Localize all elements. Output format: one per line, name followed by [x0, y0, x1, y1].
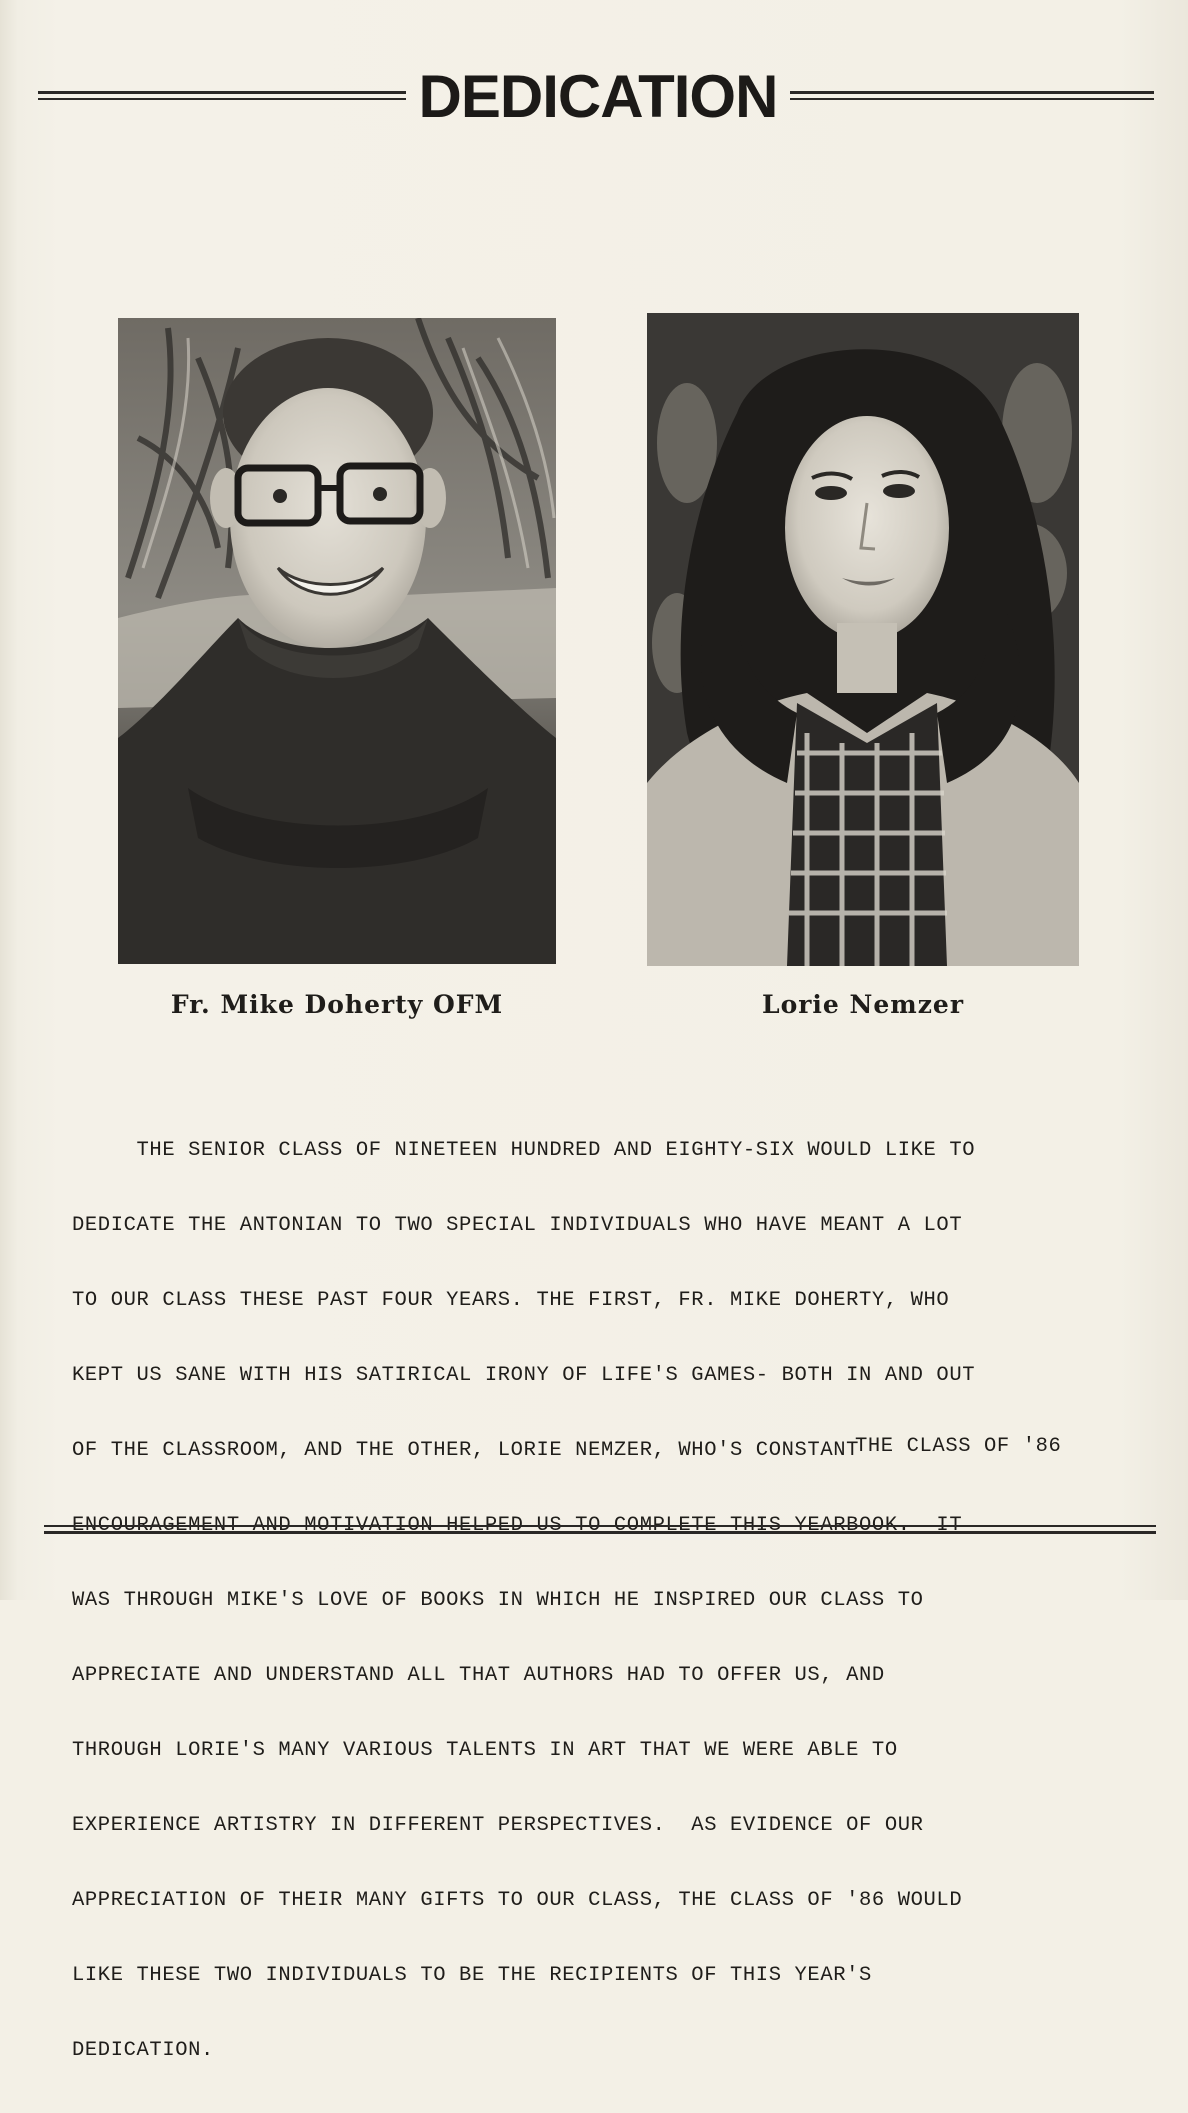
caption-lorie-nemzer: Lorie Nemzer — [761, 990, 964, 1019]
photo-lorie-nemzer — [647, 313, 1079, 966]
photo-fr-mike-doherty — [118, 318, 556, 964]
dedication-line: TO OUR CLASS THESE PAST FOUR YEARS. THE FIRST, FR. MIKE DOHERTY, WHO — [72, 1289, 950, 1312]
signoff: THE CLASS OF '86 — [855, 1435, 1062, 1458]
dedication-line: ENCOURAGEMENT AND MOTIVATION HELPED US TO COMPLETE THIS YEARBOOK. IT — [72, 1514, 963, 1537]
dedication-line: DEDICATE THE ANTONIAN TO TWO SPECIAL INDIVIDUALS WHO HAVE MEANT A LOT — [72, 1214, 963, 1237]
dedication-line: OF THE CLASSROOM, AND THE OTHER, LORIE NEMZER, WHO'S CONSTANT — [72, 1439, 860, 1462]
dedication-line: KEPT US SANE WITH HIS SATIRICAL IRONY OF LIFE'S GAMES- BOTH IN AND OUT — [72, 1364, 976, 1387]
dedication-line: LIKE THESE TWO INDIVIDUALS TO BE THE RECIPIENTS OF THIS YEAR'S — [72, 1964, 872, 1987]
header-rule-right — [790, 91, 1154, 100]
header-rule-left — [38, 91, 406, 100]
dedication-line: APPRECIATE AND UNDERSTAND ALL THAT AUTHORS HAD TO OFFER US, AND — [72, 1664, 885, 1687]
caption-fr-mike-doherty: Fr. Mike Doherty OFM — [170, 990, 504, 1019]
dedication-line: DEDICATION. — [72, 2039, 214, 2062]
dedication-line: EXPERIENCE ARTISTRY IN DIFFERENT PERSPECTIVES. AS EVIDENCE OF OUR — [72, 1814, 924, 1837]
dedication-line: APPRECIATION OF THEIR MANY GIFTS TO OUR CLASS, THE CLASS OF '86 WOULD — [72, 1889, 963, 1912]
dedication-line: THROUGH LORIE'S MANY VARIOUS TALENTS IN ART THAT WE WERE ABLE TO — [72, 1739, 898, 1762]
dedication-text — [72, 1088, 1142, 2113]
page-title: DEDICATION — [418, 63, 778, 130]
dedication-line: THE SENIOR CLASS OF NINETEEN HUNDRED AND EIGHTY-SIX WOULD LIKE TO — [72, 1139, 976, 1162]
footer-rule — [44, 1525, 1156, 1534]
dedication-line: WAS THROUGH MIKE'S LOVE OF BOOKS IN WHICH HE INSPIRED OUR CLASS TO — [72, 1589, 924, 1612]
